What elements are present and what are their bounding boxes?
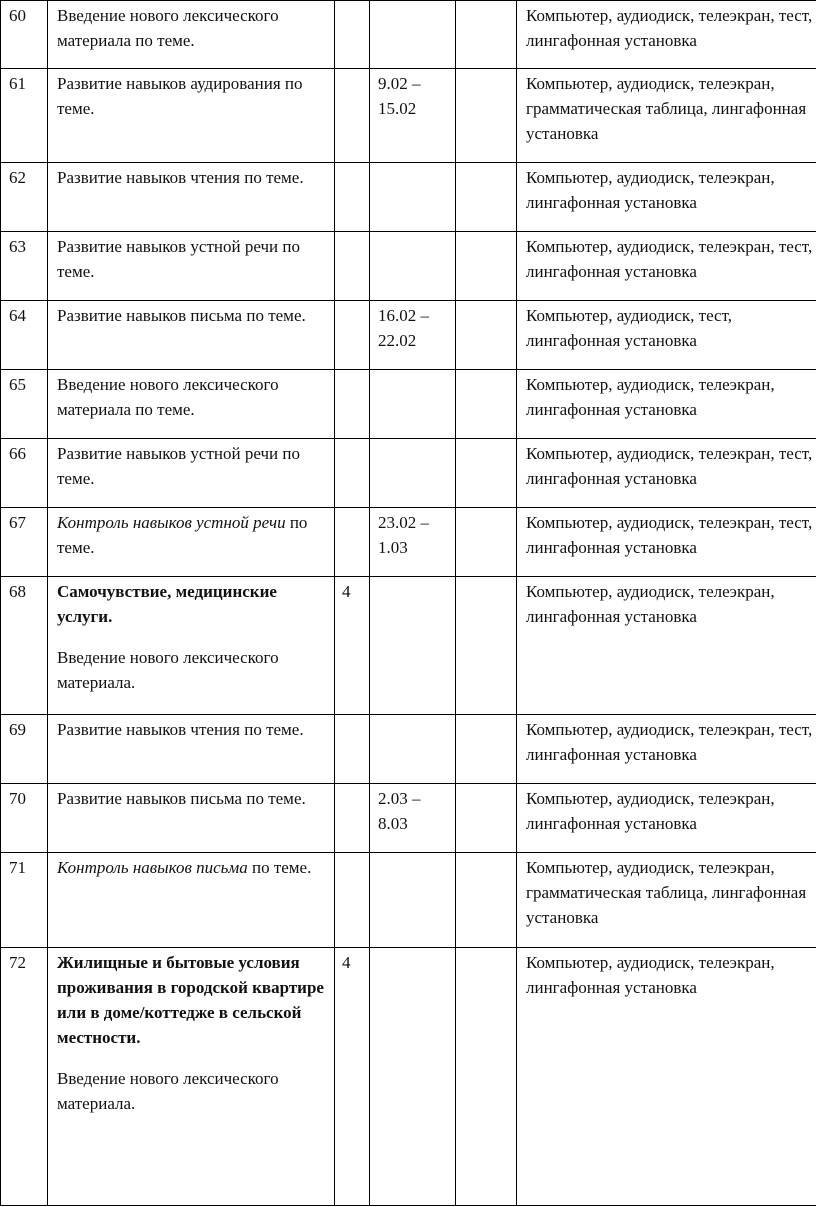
lesson-resources: Компьютер, аудиодиск, телеэкран, лингафонная установка [517,577,816,715]
lesson-dates [370,163,456,232]
topic-text: Введение нового лексического материала. [57,648,279,692]
lesson-topic [48,853,335,948]
lesson-number: 69 [1,715,48,784]
table-row [1,508,816,577]
lesson-number: 70 [1,784,48,853]
lesson-dates [370,948,456,1206]
lesson-number: 61 [1,69,48,163]
lesson-hours [335,715,370,784]
lesson-dates [370,577,456,715]
table-row [1,301,816,370]
lesson-number: 68 [1,577,48,715]
lesson-dates [370,715,456,784]
lesson-topic [48,370,335,439]
lesson-number: 60 [1,1,48,69]
lesson-number: 67 [1,508,48,577]
lesson-resources: Компьютер, аудиодиск, тест, лингафонная установка [517,301,816,370]
empty-cell [456,232,517,301]
lesson-resources: Компьютер, аудиодиск, телеэкран, тест, лингафонная установка [517,439,816,508]
lesson-number: 72 [1,948,48,1206]
lesson-hours [335,370,370,439]
lesson-topic [48,163,335,232]
topic-text: Развитие навыков чтения по теме. [57,168,304,187]
empty-cell [456,715,517,784]
lesson-resources: Компьютер, аудиодиск, телеэкран, лингафонная установка [517,163,816,232]
lesson-topic [48,948,335,1206]
lesson-topic [48,301,335,370]
lesson-number: 63 [1,232,48,301]
lesson-hours [335,163,370,232]
lesson-hours [335,232,370,301]
lesson-dates: 16.02 – 22.02 [370,301,456,370]
lesson-resources: Компьютер, аудиодиск, телеэкран, тест, лингафонная установка [517,508,816,577]
lesson-topic [48,508,335,577]
lesson-hours [335,508,370,577]
table-row [1,853,816,948]
topic-italic-text: Контроль навыков письма [57,858,248,877]
lesson-hours [335,69,370,163]
lesson-topic [48,715,335,784]
table-row [1,370,816,439]
lesson-dates [370,439,456,508]
lesson-dates: 2.03 – 8.03 [370,784,456,853]
empty-cell [456,508,517,577]
lesson-hours: 4 [335,948,370,1206]
empty-cell [456,577,517,715]
lesson-dates [370,1,456,69]
lesson-dates [370,853,456,948]
topic-text: по теме. [57,513,308,557]
lesson-resources: Компьютер, аудиодиск, телеэкран, тест, лингафонная установка [517,1,816,69]
lesson-hours [335,301,370,370]
lesson-hours [335,784,370,853]
topic-text: Развитие навыков устной речи по теме. [57,237,300,281]
section-heading: Жилищные и бытовые условия проживания в городской квартире или в доме/коттедже в сельской местности. [57,953,324,1047]
lesson-resources: Компьютер, аудиодиск, телеэкран, грамматическая таблица, лингафонная установка [517,853,816,948]
lesson-hours [335,853,370,948]
lesson-resources: Компьютер, аудиодиск, телеэкран, тест, лингафонная установка [517,715,816,784]
topic-text: Развитие навыков устной речи по теме. [57,444,300,488]
lesson-dates: 23.02 – 1.03 [370,508,456,577]
lesson-topic [48,784,335,853]
lesson-resources: Компьютер, аудиодиск, телеэкран, тест, лингафонная установка [517,232,816,301]
lesson-dates: 9.02 – 15.02 [370,69,456,163]
lesson-hours [335,439,370,508]
empty-cell [456,439,517,508]
lesson-topic [48,577,335,715]
lesson-number: 62 [1,163,48,232]
lesson-topic [48,232,335,301]
topic-text: по теме. [251,858,312,877]
lesson-topic [48,439,335,508]
table-row [1,1,816,69]
empty-cell [456,301,517,370]
topic-text: Развитие навыков письма по теме. [57,789,306,808]
topic-italic-text: Контроль навыков устной речи [57,513,286,532]
table-row [1,163,816,232]
table-row [1,715,816,784]
table-row [1,439,816,508]
topic-text: Введение нового лексического материала по теме. [57,6,279,50]
lesson-number: 66 [1,439,48,508]
lesson-hours: 4 [335,577,370,715]
topic-text: Развитие навыков чтения по теме. [57,720,304,739]
lesson-topic [48,1,335,69]
empty-cell [456,853,517,948]
lesson-resources: Компьютер, аудиодиск, телеэкран, лингафонная установка [517,948,816,1206]
table-row [1,784,816,853]
lesson-dates [370,370,456,439]
lesson-number: 65 [1,370,48,439]
lesson-hours [335,1,370,69]
empty-cell [456,163,517,232]
lesson-dates [370,232,456,301]
topic-text: Введение нового лексического материала по теме. [57,375,279,419]
lesson-number: 64 [1,301,48,370]
topic-text: Введение нового лексического материала. [57,1069,279,1113]
section-heading: Самочувствие, медицинские услуги. [57,582,277,626]
lesson-topic [48,69,335,163]
empty-cell [456,948,517,1206]
table-row [1,232,816,301]
empty-cell [456,784,517,853]
empty-cell [456,370,517,439]
lesson-resources: Компьютер, аудиодиск, телеэкран, грамматическая таблица, лингафонная установка [517,69,816,163]
lesson-number: 71 [1,853,48,948]
table-row [1,69,816,163]
table-row [1,948,816,1206]
lesson-resources: Компьютер, аудиодиск, телеэкран, лингафонная установка [517,784,816,853]
lesson-resources: Компьютер, аудиодиск, телеэкран, лингафонная установка [517,370,816,439]
topic-text: Развитие навыков письма по теме. [57,306,306,325]
table-row [1,577,816,715]
topic-text: Развитие навыков аудирования по теме. [57,74,303,118]
empty-cell [456,69,517,163]
empty-cell [456,1,517,69]
